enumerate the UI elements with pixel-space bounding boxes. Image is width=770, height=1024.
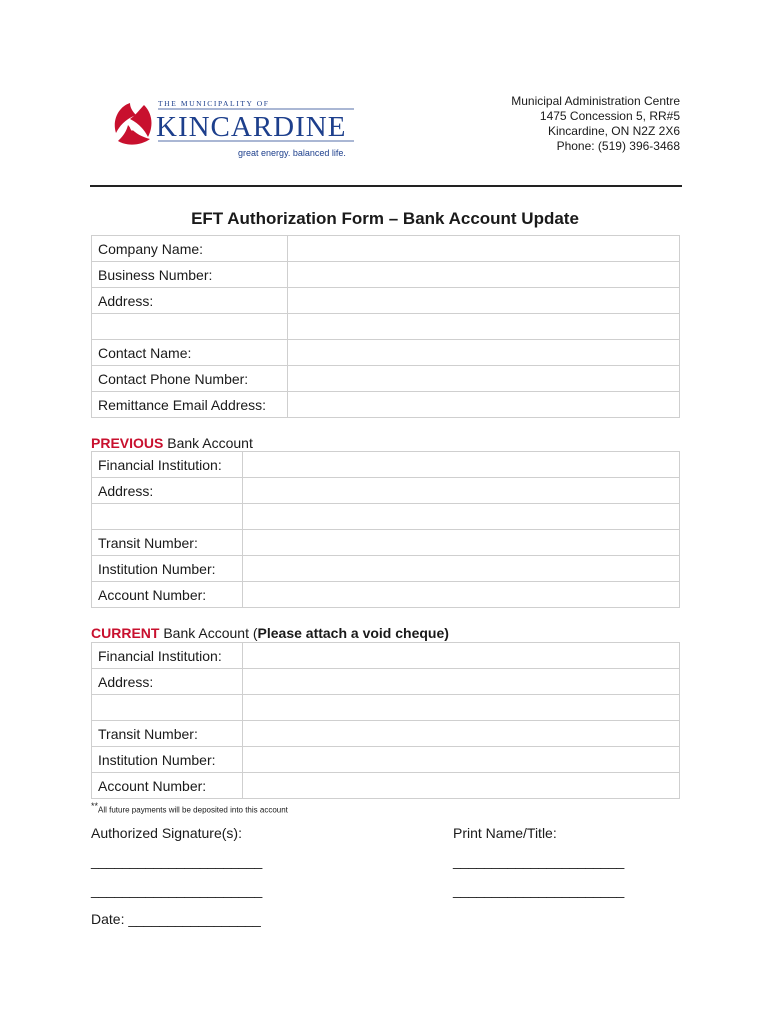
- curr-institution-number-field[interactable]: [243, 747, 680, 773]
- table-row: [92, 392, 680, 418]
- logo-tagline: great energy. balanced life.: [238, 148, 346, 158]
- table-row: [92, 452, 680, 478]
- table-row: [92, 773, 680, 799]
- logo-name: KINCARDINE: [156, 111, 347, 143]
- print-name-line-1[interactable]: ______________________: [453, 853, 625, 869]
- table-row: [92, 695, 680, 721]
- contact-line-1: Municipal Administration Centre: [511, 94, 680, 108]
- field-label: Address:: [92, 288, 288, 314]
- remittance-email-field[interactable]: [288, 392, 680, 418]
- field-label: Transit Number:: [92, 721, 243, 747]
- company-name-field[interactable]: [288, 236, 680, 262]
- contact-block: [470, 94, 680, 154]
- table-row: [92, 262, 680, 288]
- company-address-field[interactable]: [288, 288, 680, 314]
- contact-line-3: Kincardine, ON N2Z 2X6: [547, 124, 680, 138]
- current-account-heading: CURRENT Bank Account (Please attach a void cheque): [91, 625, 449, 641]
- curr-transit-number-field[interactable]: [243, 721, 680, 747]
- table-row: [92, 366, 680, 392]
- date-label: Date:: [91, 911, 125, 927]
- contact-phone: Phone: (519) 396-3468: [556, 139, 680, 153]
- kincardine-logo: [108, 95, 358, 161]
- field-label: Transit Number:: [92, 530, 243, 556]
- table-row: [92, 530, 680, 556]
- table-row: [92, 747, 680, 773]
- table-row: [92, 582, 680, 608]
- contact-phone-field[interactable]: [288, 366, 680, 392]
- signature-line-2[interactable]: ______________________: [91, 882, 263, 898]
- prev-address-field[interactable]: [243, 478, 680, 504]
- signature-line-1[interactable]: ______________________: [91, 853, 263, 869]
- table-row: [92, 643, 680, 669]
- curr-financial-institution-field[interactable]: [243, 643, 680, 669]
- previous-account-heading: PREVIOUS Bank Account: [91, 435, 253, 451]
- form-title: EFT Authorization Form – Bank Account Update: [191, 209, 579, 228]
- contact-line-2: 1475 Concession 5, RR#5: [539, 109, 680, 123]
- field-label: [92, 695, 243, 721]
- field-label: [92, 314, 288, 340]
- business-number-field[interactable]: [288, 262, 680, 288]
- print-name-label: Print Name/Title:: [453, 825, 557, 841]
- date-line[interactable]: _________________: [128, 911, 261, 927]
- table-row: [92, 314, 680, 340]
- company-info-table: [91, 235, 680, 418]
- table-row: [92, 236, 680, 262]
- prev-financial-institution-field[interactable]: [243, 452, 680, 478]
- field-label: Account Number:: [92, 773, 243, 799]
- table-row: [92, 340, 680, 366]
- field-label: Institution Number:: [92, 556, 243, 582]
- field-label: Contact Phone Number:: [92, 366, 288, 392]
- current-account-table: [91, 642, 680, 799]
- contact-name-field[interactable]: [288, 340, 680, 366]
- authorized-signature-label: Authorized Signature(s):: [91, 825, 242, 841]
- table-row: [92, 504, 680, 530]
- field-label: Remittance Email Address:: [92, 392, 288, 418]
- table-row: [92, 669, 680, 695]
- field-label: Account Number:: [92, 582, 243, 608]
- table-row: [92, 288, 680, 314]
- prev-institution-number-field[interactable]: [243, 556, 680, 582]
- previous-account-table: [91, 451, 680, 608]
- deposit-footnote: **All future payments will be deposited into this account: [91, 801, 288, 815]
- field-label: Address:: [92, 669, 243, 695]
- date-row: [91, 911, 261, 927]
- trillium-emblem-icon: [115, 103, 152, 145]
- prev-account-number-field[interactable]: [243, 582, 680, 608]
- curr-address-line2-field[interactable]: [243, 695, 680, 721]
- header-divider: [90, 185, 682, 187]
- field-label: [92, 504, 243, 530]
- field-label: Contact Name:: [92, 340, 288, 366]
- field-label: Financial Institution:: [92, 452, 243, 478]
- field-label: Institution Number:: [92, 747, 243, 773]
- curr-address-field[interactable]: [243, 669, 680, 695]
- table-row: [92, 478, 680, 504]
- logo-top-text: THE MUNICIPALITY OF: [158, 99, 270, 108]
- field-label: Address:: [92, 478, 243, 504]
- table-row: [92, 721, 680, 747]
- prev-address-line2-field[interactable]: [243, 504, 680, 530]
- field-label: Business Number:: [92, 262, 288, 288]
- field-label: Company Name:: [92, 236, 288, 262]
- field-label: Financial Institution:: [92, 643, 243, 669]
- company-address-line2-field[interactable]: [288, 314, 680, 340]
- print-name-line-2[interactable]: ______________________: [453, 882, 625, 898]
- table-row: [92, 556, 680, 582]
- prev-transit-number-field[interactable]: [243, 530, 680, 556]
- curr-account-number-field[interactable]: [243, 773, 680, 799]
